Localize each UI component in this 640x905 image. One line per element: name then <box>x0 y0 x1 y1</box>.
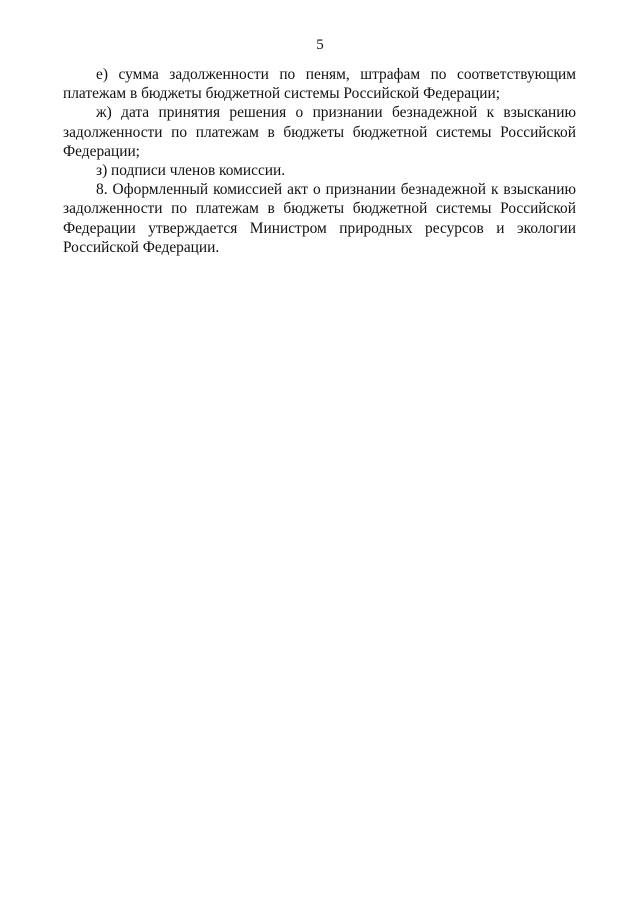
page-number: 5 <box>316 37 324 53</box>
paragraph-clause-8: 8. Оформленный комиссией акт о признании безнадежной к взысканию задолженности по платежам в бюджеты бюджетной системы Российской Федерации утверждается Министром природных ресурсов и экологии Российской Федерации. <box>63 181 576 256</box>
document-body <box>63 65 576 257</box>
paragraph-item-e: е) сумма задолженности по пеням, штрафам по соответствующим платежам в бюджеты бюджетной системы Российской Федерации; <box>63 66 576 103</box>
paragraph-item-zh: ж) дата принятия решения о признании безнадежной к взысканию задолженности по платежам в бюджеты бюджетной системы Российской Федерации; <box>63 104 576 160</box>
paragraph-item-z: з) подписи членов комиссии. <box>96 162 286 180</box>
